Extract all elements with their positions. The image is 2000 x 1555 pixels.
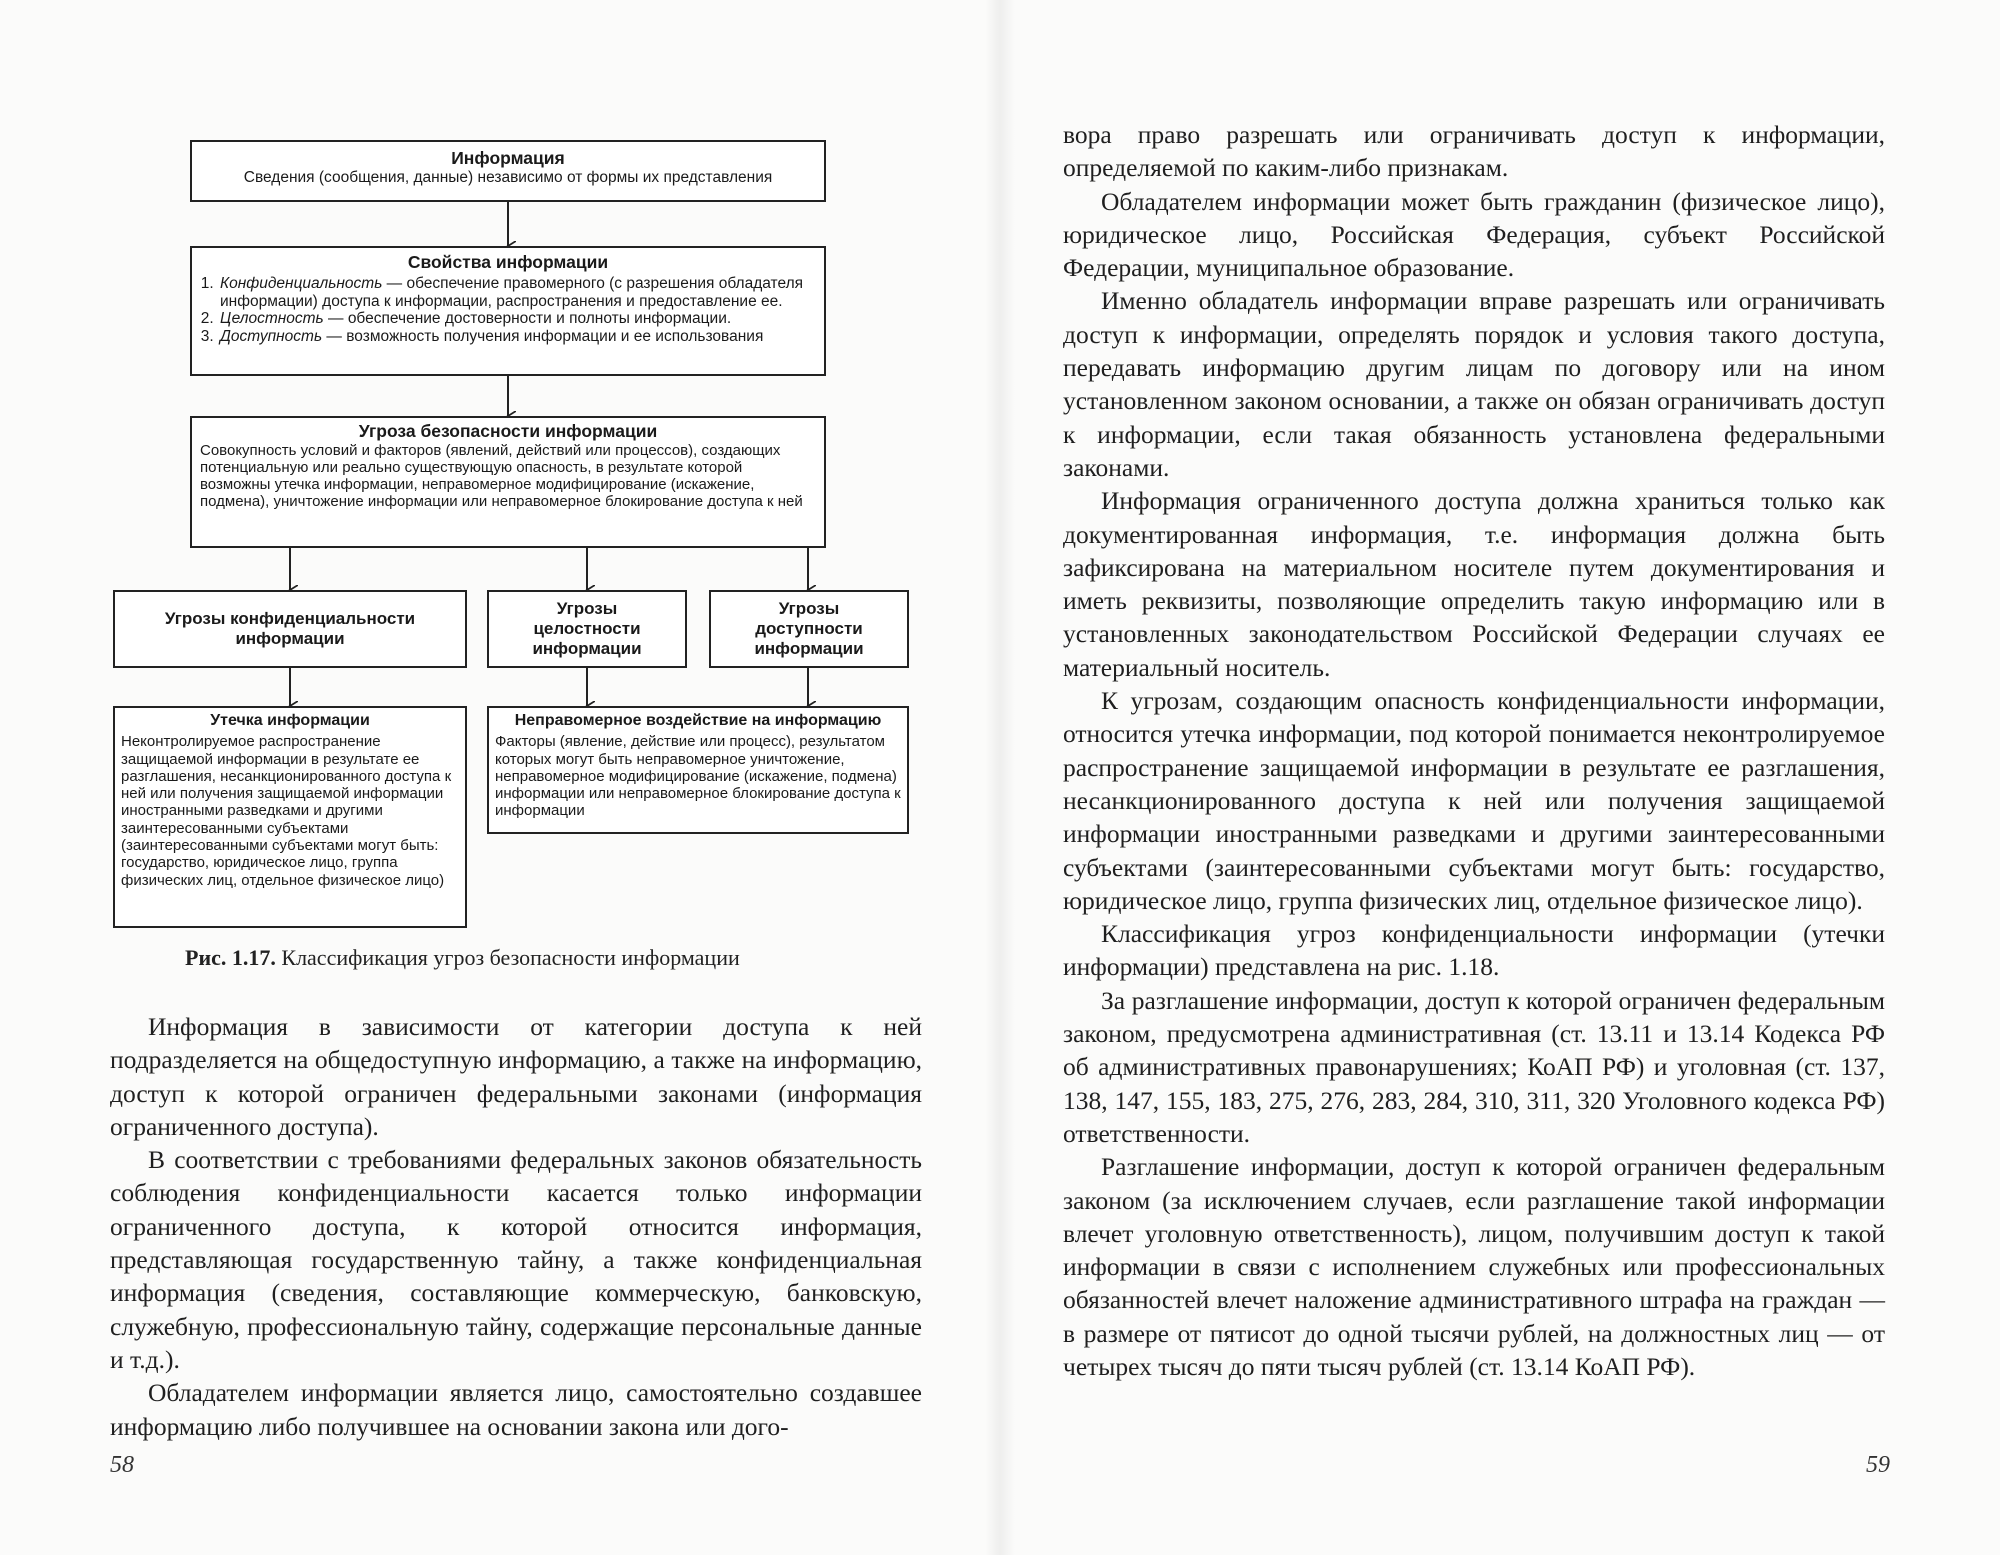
paragraph: Классификация угроз конфиденциальности информации (утечки информации) представлена на рис. 1.18. bbox=[1063, 919, 1885, 982]
paragraph: Обладателем информации является лицо, самостоятельно создавшее информацию либо получившее на основании закона или дого- bbox=[110, 1378, 922, 1441]
impact-box bbox=[487, 706, 909, 834]
figure-caption-text: Классификация угроз безопасности информации bbox=[275, 945, 740, 970]
impact-box-text: Факторы (явление, действие или процесс), результатом которых могут быть неправомерное уничтожение, неправомерное модифицирование (искажение, подмена) информации или неправомерное блокирование доступа к информации bbox=[495, 733, 901, 820]
integrity-threat-box bbox=[487, 590, 687, 668]
confidentiality-threat-title: Угрозы конфиденциальности информации bbox=[164, 609, 416, 648]
info-box-title: Информация bbox=[451, 148, 565, 168]
paragraph: Обладателем информации может быть гражданин (физическое лицо), юридическое лицо, Российская Федерация, субъект Российской Федерации, муниципальное образование. bbox=[1063, 186, 1885, 283]
right-page bbox=[1000, 0, 2000, 1555]
threat-box-title: Угроза безопасности информации bbox=[358, 421, 658, 441]
page-number-left: 58 bbox=[110, 1452, 134, 1478]
paragraph-continuation: вора право разрешать или ограничивать доступ к информации, определяемой по каким-либо признакам. bbox=[1063, 120, 1885, 183]
property-item: 2. Целостность — обеспечение достоверности и полноты информации. bbox=[218, 310, 824, 328]
info-box-text: Сведения (сообщения, данные) независимо от формы их представления bbox=[243, 169, 773, 186]
paragraph: В соответствии с требованиями федеральных законов обязательность соблюдения конфиденциальности касается только информации ограниченного доступа, к которой относится информация, представляющая государственную тайну, а также конфиденциальная информация (сведения, составляющие коммерческую, банковскую, служебную, профессиональную тайну, содержащие персональные данные и т.д.). bbox=[110, 1145, 922, 1374]
figure-caption bbox=[185, 945, 885, 971]
figure-caption-label: Рис. 1.17. bbox=[185, 945, 276, 970]
paragraph: Информация ограниченного доступа должна храниться только как документированная информация, т.е. информация должна быть зафиксирована на материальном носителе путем документирования и иметь реквизиты, позволяющие определить такую информацию или в установленных законодательством Российской Федерации случаях ее материальный носитель. bbox=[1063, 486, 1885, 682]
leak-box-text: Неконтролируемое распространение защищаемой информации в результате ее разглашения, несанкционированного доступа к ней или получения защищаемой информации иностранными разведками и другими заинтересованными субъектами (заинтересованными субъектами могут быть: государство, юридическое лицо, группа физических лиц, отдельное физическое лицо) bbox=[121, 733, 452, 889]
leak-box bbox=[113, 706, 467, 928]
confidentiality-threat-box bbox=[113, 590, 467, 668]
right-page-text bbox=[1063, 118, 1885, 1383]
left-page-text bbox=[110, 1010, 922, 1443]
impact-box-title: Неправомерное воздействие на информацию bbox=[514, 712, 882, 729]
paragraph: Информация в зависимости от категории доступа к ней подразделяется на общедоступную информацию, а также на информацию, доступ к которой ограничен федеральными законами (информация ограниченного доступа). bbox=[110, 1012, 922, 1141]
properties-list bbox=[192, 275, 824, 345]
leak-box-title: Утечка информации bbox=[210, 712, 370, 729]
integrity-threat-title: Угрозы целостности информации bbox=[532, 599, 642, 658]
paragraph: Именно обладатель информации вправе разрешать или ограничивать доступ к информации, определять порядок и условия такого доступа, передавать информацию другим лицам по договору или на ином установленном законом основании, а также он обязан ограничивать доступ к информации, если такая обязанность установлена федеральными законами. bbox=[1063, 286, 1885, 482]
property-item: 3. Доступность — возможность получения информации и ее использования bbox=[218, 328, 824, 346]
properties-box bbox=[190, 246, 826, 376]
paragraph: За разглашение информации, доступ к которой ограничен федеральным законом, предусмотрена административная (ст. 13.11 и 13.14 Кодекса РФ об административных правонарушениях; КоАП РФ) и уголовная (ст. 137, 138, 147, 155, 183, 275, 276, 283, 284, 310, 311, 320 Уголовного кодекса РФ) ответственности. bbox=[1063, 985, 1885, 1148]
availability-threat-title: Угрозы доступности информации bbox=[754, 599, 864, 658]
availability-threat-box bbox=[709, 590, 909, 668]
info-box bbox=[190, 140, 826, 202]
threat-box-text: Совокупность условий и факторов (явлений, действий или процессов), создающих потенциальную или реально существующую опасность, в результате которой возможны утечка информации, неправомерное модифицирование (искажение, подмена), уничтожение информации или неправомерное блокирование доступа к ней bbox=[200, 442, 803, 510]
property-item: 1. Конфиденциальность — обеспечение правомерного (с разрешения обладателя информации) доступа к информации, распространения и предоставление ее. bbox=[218, 275, 824, 310]
paragraph: Разглашение информации, доступ к которой ограничен федеральным законом (за исключением случаев, если разглашение такой информации влечет уголовную ответственность), лицом, получившим доступ к такой информации в связи с исполнением служебных или профессиональных обязанностей влечет наложение административного штрафа на граждан — в размере от пятисот до одной тысячи рублей, на должностных лиц — от четырех тысяч до пяти тысяч рублей (ст. 13.14 КоАП РФ). bbox=[1063, 1152, 1885, 1381]
properties-box-title: Свойства информации bbox=[407, 252, 609, 272]
threat-box bbox=[190, 416, 826, 548]
paragraph: К угрозам, создающим опасность конфиденциальности информации, относится утечка информации, под которой понимается неконтролируемое распространение защищаемой информации в результате ее разглашения, несанкционированного доступа к ней или получения защищаемой информации иностранными разведками и другими заинтересованными субъектами (заинтересованными субъектами могут быть: государство, юридическое лицо, группа физических лиц, отдельное физическое лицо). bbox=[1063, 686, 1885, 915]
page-number-right: 59 bbox=[1866, 1452, 1890, 1478]
